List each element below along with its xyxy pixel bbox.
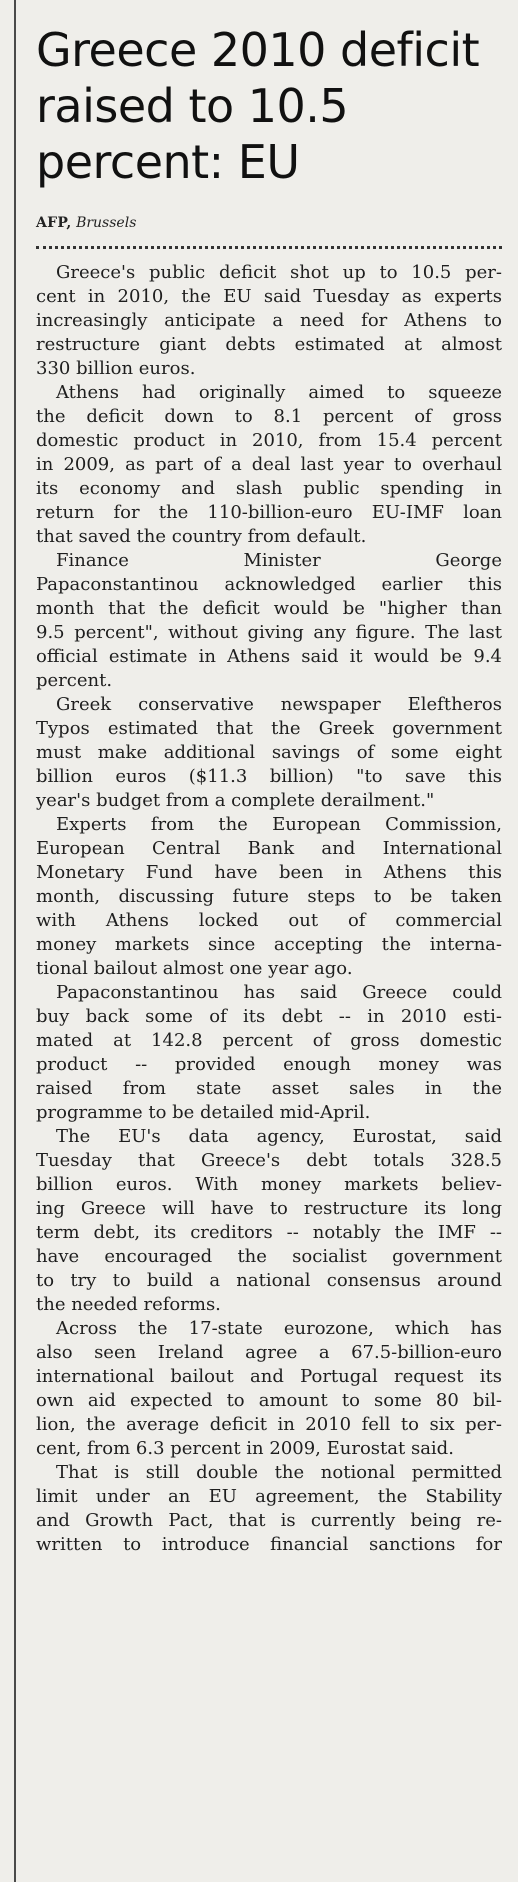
text-line: and Growth Pact, that is currently being re- (36, 1510, 502, 1531)
text-line: percent. (36, 670, 113, 691)
headline (36, 0, 502, 190)
text-line: product -- provided enough money was (36, 1054, 502, 1075)
text-line: raised from state asset sales in the (36, 1078, 502, 1099)
text-line: European Central Bank and International (36, 838, 502, 859)
text-line: written to introduce financial sanctions for (36, 1534, 502, 1555)
text-line: cent, from 6.3 percent in 2009, Eurostat said. (36, 1438, 454, 1459)
headline-line: raised to 10.5 (36, 79, 349, 133)
text-line: The EU's data agency, Eurostat, said (56, 1126, 502, 1147)
byline-city: Brussels (76, 215, 137, 231)
text-line: limit under an EU agreement, the Stability (36, 1486, 502, 1507)
text-line: its economy and slash public spending in (36, 478, 502, 499)
headline-line: percent: EU (36, 135, 300, 189)
text-line: mated at 142.8 percent of gross domestic (36, 1030, 502, 1051)
headline-line: Greece 2010 deficit (36, 23, 480, 77)
text-line: lion, the average deficit in 2010 fell to six per- (36, 1414, 502, 1435)
text-line: official estimate in Athens said it would be 9.4 (36, 646, 502, 667)
byline (36, 214, 502, 232)
text-line: ing Greece will have to restructure its long (36, 1198, 502, 1219)
text-line: that saved the country from default. (36, 526, 367, 547)
text-line: Experts from the European Commission, (56, 814, 502, 835)
paragraph (36, 1461, 502, 1557)
news-article (36, 0, 502, 1557)
text-line: buy back some of its debt -- in 2010 esti- (36, 1006, 502, 1027)
text-line: month that the deficit would be "higher than (36, 598, 502, 619)
paragraph (36, 693, 502, 813)
paragraph (36, 1317, 502, 1461)
text-line: increasingly anticipate a need for Athens to (36, 310, 502, 331)
paragraph (36, 813, 502, 981)
text-line: money markets since accepting the interna- (36, 934, 502, 955)
text-line: 330 billion euros. (36, 358, 196, 379)
column-divider (14, 0, 16, 1882)
text-line: year's budget from a complete derailment." (36, 790, 435, 811)
text-line: with Athens locked out of commercial (36, 910, 502, 931)
paragraph (36, 981, 502, 1125)
text-line: also seen Ireland agree a 67.5-billion-euro (36, 1342, 502, 1363)
text-line: Monetary Fund have been in Athens this (36, 862, 502, 883)
text-line: restructure giant debts estimated at almost (36, 334, 502, 355)
article-body (36, 261, 502, 1557)
text-line: Papaconstantinou has said Greece could (56, 982, 502, 1003)
text-line: domestic product in 2010, from 15.4 percent (36, 430, 502, 451)
text-line: cent in 2010, the EU said Tuesday as experts (36, 286, 502, 307)
text-line: tional bailout almost one year ago. (36, 958, 353, 979)
text-line: Greece's public deficit shot up to 10.5 per- (56, 262, 502, 283)
text-line: in 2009, as part of a deal last year to overhaul (36, 454, 502, 475)
paragraph (36, 381, 502, 549)
text-line: return for the 110-billion-euro EU-IMF loan (36, 502, 502, 523)
text-line: 9.5 percent", without giving any figure. The last (36, 622, 502, 643)
text-line: international bailout and Portugal request its (36, 1366, 502, 1387)
text-line: the deficit down to 8.1 percent of gross (36, 406, 502, 427)
paragraph (36, 261, 502, 381)
text-line: Athens had originally aimed to squeeze (56, 382, 502, 403)
text-line: to try to build a national consensus around (36, 1270, 502, 1291)
paragraph (36, 1125, 502, 1317)
text-line: Across the 17-state eurozone, which has (56, 1318, 502, 1339)
text-line: month, discussing future steps to be taken (36, 886, 502, 907)
text-line: Tuesday that Greece's debt totals 328.5 (36, 1150, 502, 1171)
text-line: must make additional savings of some eight (36, 742, 502, 763)
text-line: Finance Minister George (56, 550, 502, 571)
text-line: Greek conservative newspaper Eleftheros (56, 694, 502, 715)
text-line: the needed reforms. (36, 1294, 221, 1315)
dotted-separator (36, 246, 502, 249)
text-line: Typos estimated that the Greek government (36, 718, 502, 739)
text-line: programme to be detailed mid-April. (36, 1102, 371, 1123)
text-line: billion euros. With money markets believ- (36, 1174, 502, 1195)
text-line: Papaconstantinou acknowledged earlier this (36, 574, 502, 595)
text-line: billion euros ($11.3 billion) "to save this (36, 766, 502, 787)
text-line: have encouraged the socialist government (36, 1246, 502, 1267)
text-line: own aid expected to amount to some 80 bil- (36, 1390, 502, 1411)
byline-agency: AFP, (36, 215, 72, 231)
text-line: term debt, its creditors -- notably the IMF -- (36, 1222, 502, 1243)
text-line: That is still double the notional permitted (56, 1462, 502, 1483)
paragraph (36, 549, 502, 693)
